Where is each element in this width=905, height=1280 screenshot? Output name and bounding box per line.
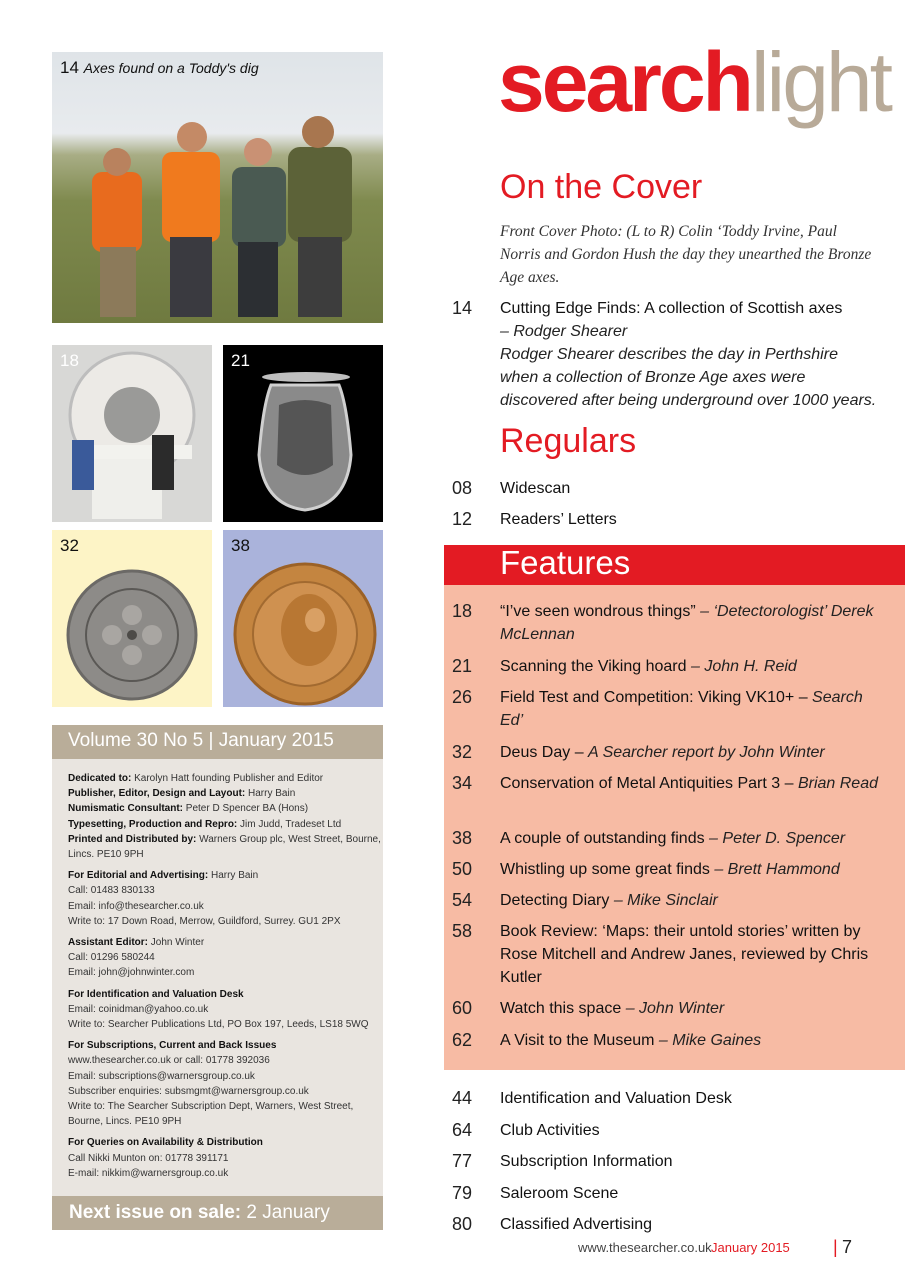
page-number: 60	[452, 998, 473, 1018]
cover-photo-text: Front Cover Photo: (L to R) Colin ‘Toddy Irvine, Paul Norris and Gordon Hush the day they unearthed the Bronze Age axes.	[500, 223, 872, 286]
silver-coin-illustration	[52, 530, 212, 707]
credits-block: Dedicated to: Karolyn Hatt founding Publisher and Editor Publisher, Editor, Design and Layout: Harry Bain Numismatic Consultant: Peter D Spencer BA (Hons) Typesetting, Production and Repro: Jim Judd, Tradeset Ltd Printed and Distributed by: Warners Group plc, West Street, Bourne, Lincs. PE10 9PH	[68, 773, 381, 861]
assistant-editor-block: Assistant Editor: John Winter Call: 01296 580244 Email: john@johnwinter.com	[68, 937, 205, 979]
item-title: Widescan	[500, 480, 571, 497]
item-title: Classified Advertising	[500, 1216, 653, 1233]
id-desk-block: For Identification and Valuation Desk Email: coinidman@yahoo.co.uk Write to: Searcher Publications Ltd, PO Box 197, Leeds, LS18 5WQ	[68, 988, 369, 1031]
footer-separator: |	[833, 1237, 838, 1257]
cover-photo	[52, 52, 383, 323]
photo-number: 38	[231, 536, 250, 555]
item-author: Search Ed’	[500, 689, 863, 729]
item-title: Conservation of Metal Antiquities Part 3 –	[500, 775, 794, 792]
item-title: Deus Day –	[500, 744, 584, 761]
page-number: 54	[452, 890, 473, 910]
features-header	[444, 545, 905, 585]
masthead-logo: searchlight	[498, 35, 890, 129]
volume-bar: Volume 30 No 5 | January 2015	[52, 725, 383, 759]
item-title: Scanning the Viking hoard	[500, 658, 687, 675]
item-description: Rodger Shearer describes the day in Perthshire when a collection of Bronze Age axes were discovered after being underground over 1000 years.	[500, 346, 877, 409]
item-title: Readers’ Letters	[500, 511, 617, 528]
item-title: Identification and Valuation Desk	[500, 1090, 732, 1107]
item-title: Club Activities	[500, 1122, 600, 1139]
ct-scanner-illustration	[52, 345, 212, 522]
item-author: – Peter D. Spencer	[709, 830, 846, 847]
coin-photo-2	[223, 530, 383, 707]
page-number: 32	[452, 742, 473, 762]
on-the-cover-title: On the Cover	[500, 168, 703, 206]
coin-photo-1	[52, 530, 212, 707]
photo-number: 18	[60, 351, 79, 370]
regulars-title: Regulars	[500, 422, 637, 460]
item-title: Whistling up some great finds	[500, 861, 710, 878]
item-author: – Mike Gaines	[658, 1032, 762, 1049]
page-number: 14	[452, 298, 473, 318]
page-number: 64	[452, 1120, 473, 1140]
item-author: – ‘Detectorologist’ Derek McLennan	[500, 603, 874, 643]
footer-issue: January 2015	[711, 1240, 790, 1255]
scan-photo	[52, 345, 212, 522]
page-number: 26	[452, 687, 473, 707]
xray-photo	[223, 345, 383, 522]
page-number: 34	[452, 773, 473, 793]
page-number: 62	[452, 1030, 473, 1050]
footer-url: www.thesearcher.co.uk	[578, 1240, 712, 1255]
gold-coin-illustration	[223, 530, 383, 707]
page-number: 50	[452, 859, 473, 879]
item-author: – Rodger Shearer	[500, 323, 628, 340]
item-title: “I’ve seen wondrous things”	[500, 603, 696, 620]
item-author: – John Winter	[625, 1000, 725, 1017]
item-title: Cutting Edge Finds: A collection of Scottish axes	[500, 300, 843, 317]
item-title: Watch this space	[500, 1000, 622, 1017]
publisher-info	[52, 759, 383, 1196]
item-author: – John H. Reid	[690, 658, 797, 675]
next-issue-bar: Next issue on sale: 2 January	[52, 1196, 383, 1230]
photo-number: 21	[231, 351, 250, 370]
item-title: A Visit to the Museum	[500, 1032, 655, 1049]
editorial-block: For Editorial and Advertising: Harry Bain Call: 01483 830133 Email: info@thesearcher.co.uk Write to: 17 Down Road, Merrow, Guildford, Surrey. GU1 2PX	[68, 870, 341, 927]
page-number: 38	[452, 828, 473, 848]
features-title: Features	[500, 544, 631, 581]
item-title: Subscription Information	[500, 1153, 673, 1170]
page-number: 21	[452, 656, 473, 676]
xray-pot-illustration	[223, 345, 383, 522]
footer-page-number: 7	[842, 1237, 853, 1257]
subscriptions-block: For Subscriptions, Current and Back Issues www.thesearcher.co.uk or call: 01778 392036 Email: subscriptions@warnersgroup.co.uk Subscriber enquiries: subsmgmt@warnersgroup.co.uk Write to: The Searcher Subscription Dept, Warners, West Street, Bourne, Lincs. PE10 9PH	[68, 1040, 354, 1128]
distribution-block: For Queries on Availability & Distribution Call Nikki Munton on: 01778 391171 E-mail: nikkim@warnersgroup.co.uk	[68, 1137, 263, 1179]
item-author: – Brett Hammond	[714, 861, 840, 878]
page-number: 44	[452, 1088, 473, 1108]
page-number: 80	[452, 1214, 473, 1234]
item-author: – Mike Sinclair	[613, 892, 718, 909]
page-number: 08	[452, 478, 473, 498]
item-title: Book Review: ‘Maps: their untold stories’ written by Rose Mitchell and Andrew Janes, reviewed by Chris Kutler	[500, 923, 869, 986]
treasure-hunters-illustration	[52, 52, 383, 323]
item-author: Brian Read	[797, 775, 878, 792]
item-author: A Searcher report by John Winter	[588, 744, 825, 761]
page-number: 58	[452, 921, 473, 941]
page-number: 14	[60, 58, 79, 77]
caption-text: Axes found on a Toddy's dig	[83, 60, 259, 76]
item-title: Detecting Diary	[500, 892, 610, 909]
item-title: Field Test and Competition: Viking VK10+ –	[500, 689, 808, 706]
page-number: 79	[452, 1183, 473, 1203]
photo-caption	[60, 58, 259, 78]
page-number: 77	[452, 1151, 473, 1171]
page-number: 18	[452, 601, 473, 621]
page-number: 12	[452, 509, 473, 529]
item-title: Saleroom Scene	[500, 1185, 619, 1202]
photo-number: 32	[60, 536, 79, 555]
item-title: A couple of outstanding finds	[500, 830, 705, 847]
